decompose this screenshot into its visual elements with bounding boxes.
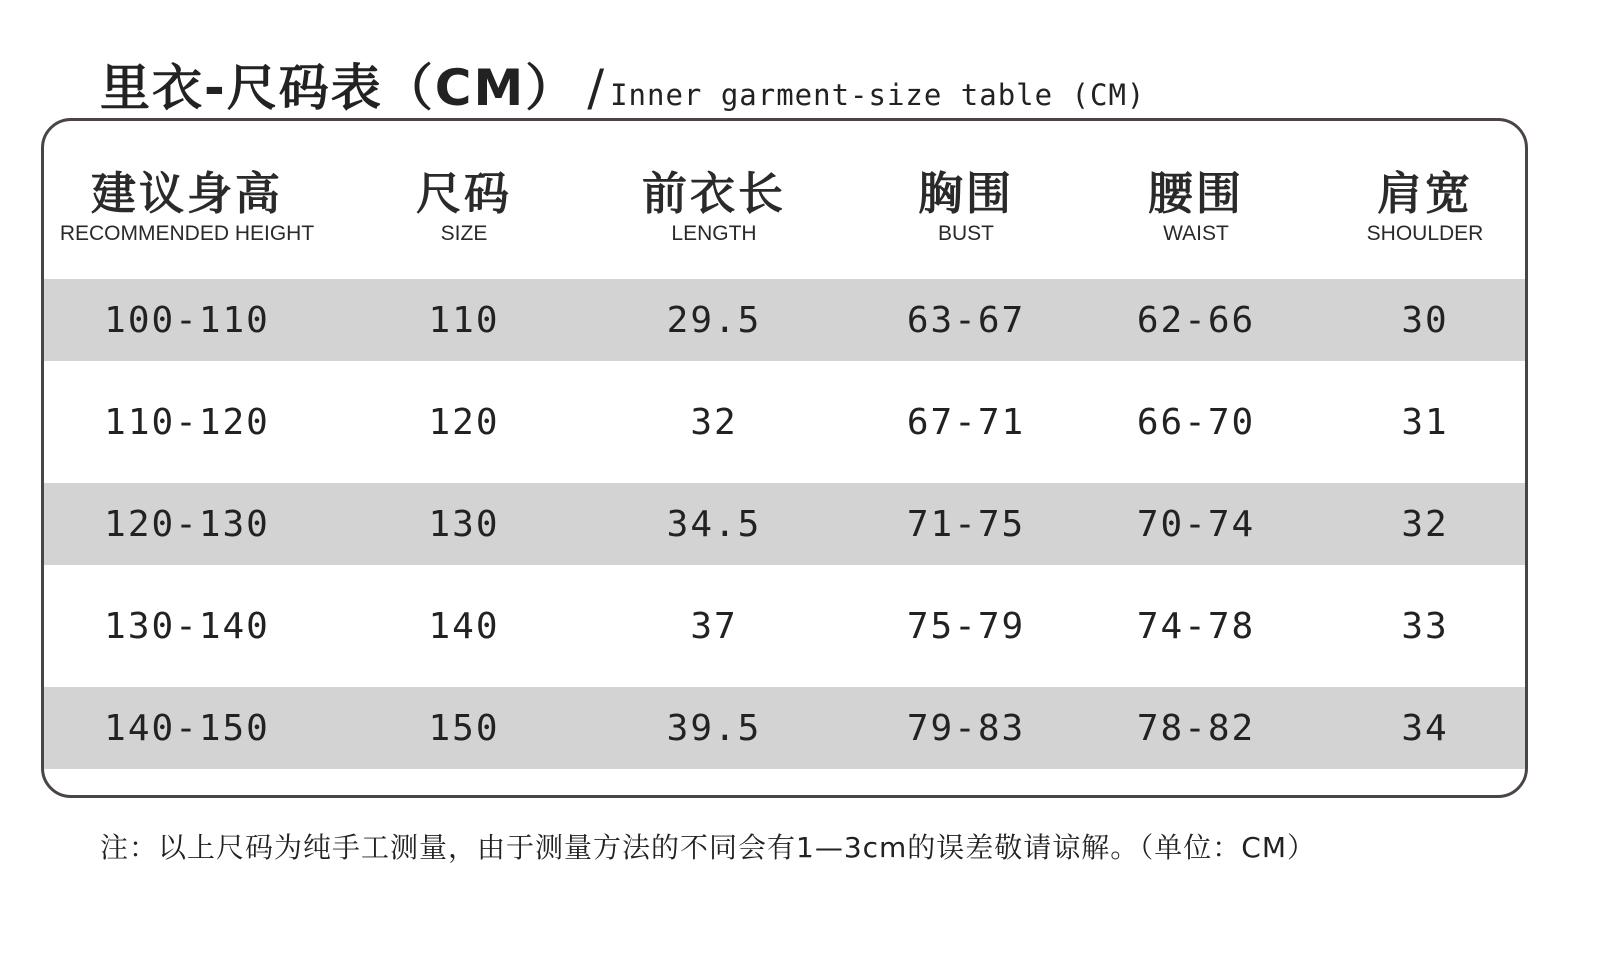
table-cell-length: 39.5 [666,707,762,749]
header-label-cn: 前衣长 [641,167,787,220]
header-label-en: BUST [937,222,995,245]
table-cell-waist: 66-70 [1136,401,1256,443]
header-cell-shoulder [1367,121,1484,279]
header-label-cn: 肩宽 [1376,167,1474,220]
table-cell-size: 140 [428,605,500,647]
table-cell-waist: 70-74 [1136,503,1256,545]
table-cell-size: 130 [428,503,500,545]
table-cell-shoulder: 32 [1401,503,1449,545]
header-cell-bust [918,121,1014,279]
table-cell-shoulder: 30 [1401,299,1449,341]
table-header-row [44,121,1525,279]
table-row [44,361,1525,483]
table-row [44,279,1525,361]
table-cell-shoulder: 31 [1401,401,1449,443]
title-english: Inner garment-size table (CM) [610,78,1146,112]
footnote: 注：以上尺码为纯手工测量，由于测量方法的不同会有1—3cm的误差敬请谅解。（单位：CM） [100,831,1317,864]
header-cell-waist [1148,121,1244,279]
header-label-cn: 胸围 [917,167,1015,220]
table-cell-length: 34.5 [666,503,762,545]
title-separator: / [587,59,605,117]
table-cell-length: 37 [690,605,738,647]
table-cell-waist: 78-82 [1136,707,1256,749]
table-cell-height: 140-150 [104,707,270,749]
table-cell-shoulder: 34 [1401,707,1449,749]
header-label-cn: 尺码 [415,167,513,220]
table-cell-size: 110 [428,299,500,341]
table-row [44,483,1525,565]
table-cell-bust: 75-79 [906,605,1026,647]
table-cell-height: 130-140 [104,605,270,647]
table-cell-shoulder: 33 [1401,605,1449,647]
table-cell-height: 110-120 [104,401,270,443]
table-cell-bust: 63-67 [906,299,1026,341]
table-row [44,687,1525,769]
header-label-en: SIZE [440,222,488,245]
size-table [41,118,1528,798]
header-label-en: SHOULDER [1366,222,1484,245]
header-label-en: RECOMMENDED HEIGHT [59,222,315,245]
table-cell-height: 100-110 [104,299,270,341]
header-label-cn: 腰围 [1147,167,1245,220]
header-label-en: LENGTH [671,222,757,245]
title-chinese: 里衣-尺码表（CM） [100,59,578,117]
table-row [44,565,1525,687]
table-cell-height: 120-130 [104,503,270,545]
page-title [100,48,1145,118]
table-cell-waist: 62-66 [1136,299,1256,341]
header-label-cn: 建议身高 [90,167,283,220]
header-cell-length [642,121,786,279]
table-cell-bust: 71-75 [906,503,1026,545]
table-cell-size: 120 [428,401,500,443]
table-cell-length: 32 [690,401,738,443]
table-cell-size: 150 [428,707,500,749]
table-cell-bust: 79-83 [906,707,1026,749]
header-cell-size [416,121,512,279]
header-cell-height [60,121,314,279]
table-cell-length: 29.5 [666,299,762,341]
header-label-en: WAIST [1163,222,1229,245]
table-cell-bust: 67-71 [906,401,1026,443]
table-cell-waist: 74-78 [1136,605,1256,647]
